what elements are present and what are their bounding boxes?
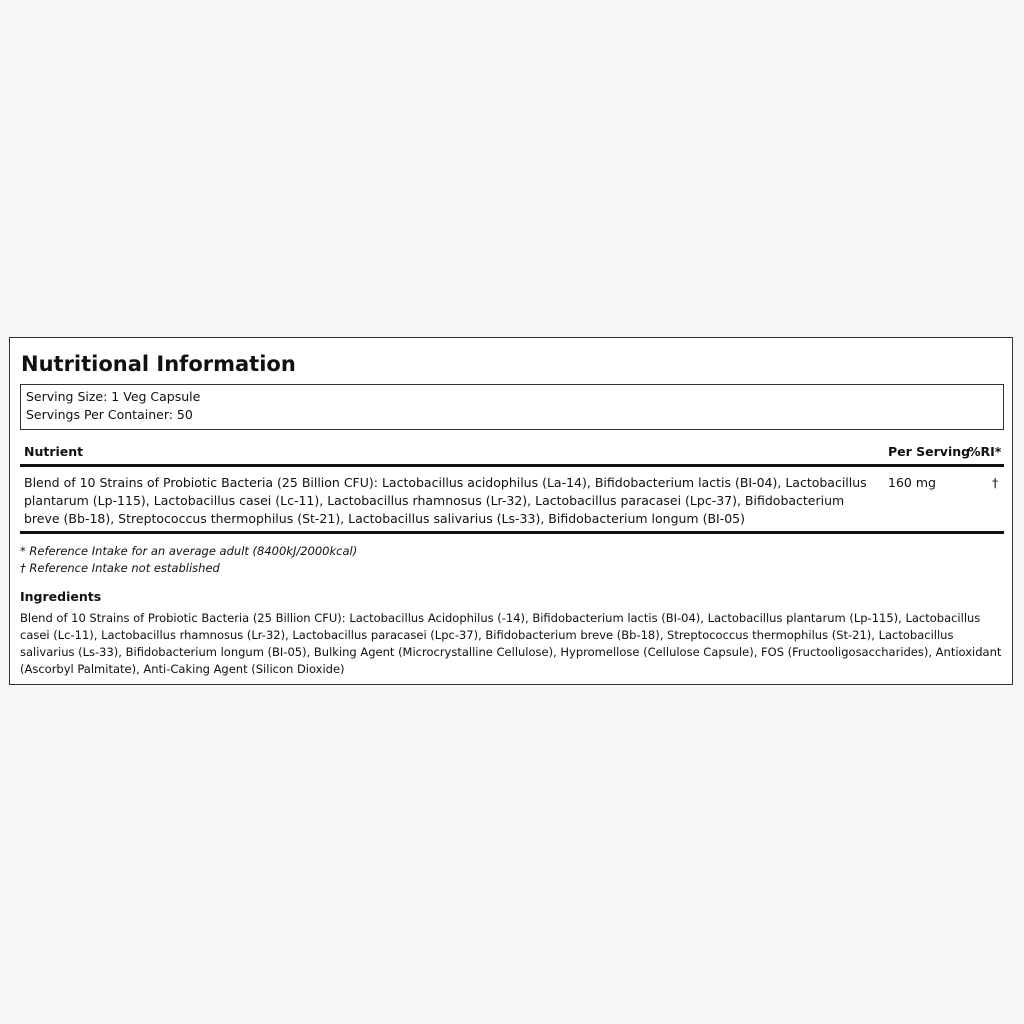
nutrient-table-header xyxy=(20,440,1004,467)
header-per-serving: Per Serving xyxy=(888,444,971,459)
panel-title: Nutritional Information xyxy=(21,352,296,376)
reference-intake-note: * Reference Intake for an average adult (8400kJ/2000kcal) xyxy=(20,544,358,558)
header-nutrient: Nutrient xyxy=(24,444,84,459)
ri-value: † xyxy=(992,475,999,490)
ingredients-list: Blend of 10 Strains of Probiotic Bacteria (25 Billion CFU): Lactobacillus Acidophilus (-14), Bifidobacterium lactis (BI-04), Lactobacillus plantarum (Lp-115), Lactobacillus casei (Lc-11), Lactobacillus rhamnosus (Lr-32), Lactobacillus paracasei (Lpc-37), Bifidobacterium breve (Bb-18), Streptococcus thermophilus (St-21), Lactobacillus salivarius (Ls-33), Bifidobacterium longum (BI-05), Bulking Agent (Microcrystalline Cellulose), Hypromellose (Cellulose Capsule), FOS (Fructooligosaccharides), Antioxidant (Ascorbyl Palmitate), Anti-Caking Agent (Silicon Dioxide) xyxy=(20,611,1002,676)
servings-per-container: Servings Per Container: 50 xyxy=(26,407,193,422)
not-established-note: † Reference Intake not established xyxy=(20,561,220,575)
table-row xyxy=(20,467,1004,534)
nutrition-panel xyxy=(9,337,1013,685)
serving-info-box xyxy=(20,384,1004,430)
header-ri: %RI* xyxy=(968,444,1002,459)
nutrient-description: Blend of 10 Strains of Probiotic Bacteria (25 Billion CFU): Lactobacillus acidophilus (La-14), Bifidobacterium lactis (BI-04), Lactobacillus plantarum (Lp-115), Lactobacillus casei (Lc-11), Lactobacillus rhamnosus (Lr-32), Lactobacillus paracasei (Lpc-37), Bifidobacterium breve (Bb-18), Streptococcus thermophilus (St-21), Lactobacillus salivarius (Ls-33), Bifidobacterium longum (BI-05) xyxy=(24,475,867,526)
ingredients-heading: Ingredients xyxy=(20,589,102,604)
per-serving-amount: 160 mg xyxy=(888,475,936,490)
serving-size: Serving Size: 1 Veg Capsule xyxy=(26,389,201,404)
footnotes xyxy=(20,543,357,577)
